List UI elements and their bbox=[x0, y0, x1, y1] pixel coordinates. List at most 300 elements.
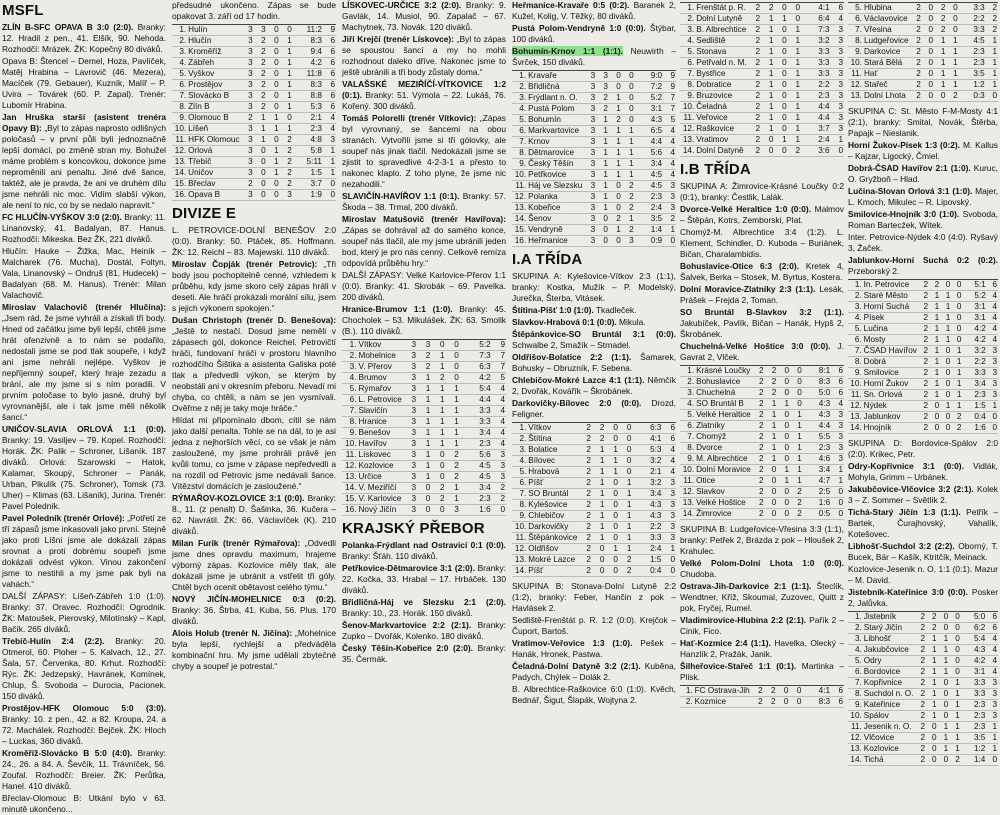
table-row bbox=[848, 733, 998, 744]
team-name-cell: Benešov bbox=[358, 428, 403, 439]
team-name-cell: Hlučín bbox=[187, 36, 240, 47]
stat-cell: 3 bbox=[583, 93, 596, 104]
team-name-cell: Krnov bbox=[527, 137, 583, 148]
team-name-cell: Stará Bělá bbox=[863, 58, 910, 69]
stat-cell: 2:3 bbox=[803, 443, 831, 454]
stat-cell: 0 bbox=[622, 93, 635, 104]
stat-cell: 3 bbox=[241, 168, 254, 179]
stat-cell: 0:4 bbox=[632, 566, 662, 577]
stat-cell: 0 bbox=[431, 461, 445, 472]
article-paragraph: Šenov-Markvartovice 2:2 (2:1). Branky: Zupko – Dvořák, Kolenko. 180 diváků. bbox=[342, 620, 506, 641]
stat-cell: 0 bbox=[431, 450, 445, 461]
stat-cell: 4. bbox=[848, 313, 863, 324]
stat-cell: 1 bbox=[254, 135, 267, 146]
stat-cell: 1 bbox=[788, 58, 801, 69]
stat-cell: 1 bbox=[926, 645, 938, 656]
stat-cell: 2 bbox=[914, 656, 926, 667]
stat-cell: 1 bbox=[946, 80, 958, 91]
stat-cell: 3 bbox=[254, 25, 267, 36]
stat-cell: 2 bbox=[914, 722, 926, 733]
stat-cell: 3 bbox=[987, 390, 998, 401]
stat-cell: 2:3 bbox=[959, 47, 986, 58]
stat-cell: 1 bbox=[926, 667, 938, 678]
team-name-cell: SO Bruntál B bbox=[695, 399, 752, 410]
stat-cell: 2 bbox=[918, 423, 929, 434]
stat-cell: 1 bbox=[446, 494, 460, 505]
team-name-cell: Háj ve Slezsku bbox=[528, 181, 583, 190]
stat-cell: 1 bbox=[790, 432, 803, 443]
stat-cell: 3 bbox=[323, 135, 336, 146]
stat-cell: 1 bbox=[267, 168, 280, 179]
stat-cell: 1 bbox=[940, 324, 951, 335]
stat-cell: 13. bbox=[680, 498, 695, 509]
stat-cell: 0 bbox=[609, 181, 622, 192]
stat-cell: 10. bbox=[848, 379, 863, 390]
stat-cell: 9. bbox=[680, 454, 695, 465]
team-name-cell: Mohelnice bbox=[358, 351, 403, 362]
stat-cell: 0 bbox=[777, 697, 790, 708]
stat-cell: 9. bbox=[172, 113, 187, 124]
col3-paragraphs bbox=[342, 0, 506, 337]
stat-cell: 4:2 bbox=[293, 58, 323, 69]
stat-cell: 0 bbox=[761, 135, 774, 146]
article-paragraph: Břidličná-Háj ve Slezsku 2:1 (2:0). Branky: 10., 23. Horák. 150 diváků. bbox=[342, 597, 506, 618]
team-name-cell: Rýmařov bbox=[358, 384, 403, 395]
stat-cell: 2 bbox=[592, 434, 606, 445]
article-paragraph: B. Albrechtice-Raškovice 6:0 (1:0). Kvěch, Bednář, Šigut, Šlapák, Wojtyna 2. bbox=[512, 684, 676, 705]
stat-cell: 1. bbox=[680, 3, 695, 14]
team-name-cell: L. Petrovice bbox=[358, 395, 402, 404]
stat-cell: 3 bbox=[241, 102, 254, 113]
table-row bbox=[512, 236, 676, 247]
stat-cell: 2 bbox=[752, 498, 765, 509]
stat-cell: 0 bbox=[619, 423, 633, 434]
stat-cell: 1 bbox=[446, 406, 460, 417]
stat-cell: 9. bbox=[512, 159, 527, 170]
team-name-cell: Nýdek bbox=[863, 401, 918, 412]
table-row bbox=[512, 478, 676, 489]
divize-e-standings-table bbox=[342, 339, 506, 516]
stat-cell: 3 bbox=[583, 148, 596, 159]
stat-cell: 8. bbox=[512, 148, 527, 159]
stat-cell: 2 bbox=[254, 102, 267, 113]
stat-cell: 0 bbox=[605, 555, 619, 566]
stat-cell: 4 bbox=[663, 126, 676, 137]
stat-cell: 2 bbox=[910, 80, 922, 91]
stat-cell: 2 bbox=[910, 58, 922, 69]
stat-cell: 5:6 bbox=[635, 148, 663, 159]
stat-cell: 3 bbox=[662, 533, 676, 544]
table-row bbox=[342, 340, 506, 351]
stat-cell: 0 bbox=[446, 340, 460, 351]
stat-cell: 3 bbox=[403, 384, 417, 395]
stat-cell: 11. bbox=[512, 533, 527, 544]
stat-cell: 2 bbox=[752, 465, 765, 476]
article-paragraph: Jakubčovice-Vlčovice 3:2 (2:1). Kolek 3 – Z. Sommer – Světlík 2. bbox=[848, 484, 998, 505]
stat-cell: 4:3 bbox=[632, 500, 662, 511]
table-row bbox=[848, 744, 998, 755]
stat-cell: 4 bbox=[492, 384, 506, 395]
team-name-cell: Dolní Lutyně bbox=[695, 14, 748, 25]
team-name-cell: Jakubčovice bbox=[863, 645, 915, 656]
article-paragraph: FC HLUČÍN-VYŠKOV 3:0 (2:0). Branky: 11. Linanovský, 41. Badalyan, 87. Hanus. Rozhodčí: Mikeska. Bez ŽK, 221 diváků. bbox=[2, 212, 166, 244]
stat-cell: 3 bbox=[596, 82, 609, 93]
article-paragraph: Vratimov-Veřovice 1:3 (1:0). Pešek – Hanák, Hronek, Pastwa. bbox=[512, 638, 677, 659]
stat-cell: 0 bbox=[946, 3, 958, 14]
stat-cell: 6. bbox=[512, 126, 527, 137]
stat-cell: 3 bbox=[403, 461, 417, 472]
stat-cell: 1 bbox=[592, 445, 606, 456]
stat-cell: 14. bbox=[680, 146, 695, 157]
table-row bbox=[680, 113, 844, 124]
stat-cell: 1 bbox=[949, 678, 961, 689]
team-name-cell: Lískovec bbox=[358, 450, 403, 461]
stat-cell: 6 bbox=[323, 47, 336, 58]
table-row bbox=[680, 25, 844, 36]
stat-cell: 4. bbox=[680, 399, 695, 410]
stat-cell: 2 bbox=[446, 461, 460, 472]
stat-cell: 0 bbox=[774, 102, 787, 113]
stat-cell: 12. bbox=[848, 80, 863, 91]
stat-cell: 0 bbox=[596, 236, 609, 247]
stat-cell: 0 bbox=[951, 291, 962, 302]
article-paragraph: Tomáš Polorelli (trenér Vítkovic): „Zápas byl vyrovnaný, se šancemi na obou stranách. Vytvořili jsme si tři gólovky, ale soupeř nás jinak tlačil. Nedokázali jsme se zjistit to spravedlivé 4-2-3-1 a přesto to nakonec klaplo. Z toho plyne, že jsme nic nezahodili.“ bbox=[342, 113, 506, 189]
team-name-cell: Hnojník bbox=[863, 423, 918, 434]
stat-cell: 2 bbox=[578, 423, 592, 434]
stat-cell: 4:2 bbox=[961, 656, 987, 667]
stat-cell: 1 bbox=[254, 124, 267, 135]
table-row bbox=[848, 634, 998, 645]
stat-cell: 3:3 bbox=[959, 3, 986, 14]
stat-cell: 0 bbox=[774, 80, 787, 91]
stat-cell: 1 bbox=[951, 368, 962, 379]
table-row bbox=[512, 192, 676, 203]
stat-cell: 1. bbox=[680, 366, 695, 377]
stat-cell: 3:4 bbox=[460, 428, 492, 439]
stat-cell: 0 bbox=[663, 236, 676, 247]
article-paragraph: RÝMAŘOV-KOZLOVICE 3:1 (0:0). Branky: 8., 11. (z penalt) D. Šašinka, 36. Kučera – 62. Navrátil. ŽK: 66. Václavíček (K). 210 diváků. bbox=[172, 493, 336, 536]
stat-cell: 0 bbox=[774, 124, 787, 135]
team-name-cell: Nový Jičín bbox=[358, 505, 403, 516]
stat-cell: 4:5 bbox=[635, 170, 663, 181]
stat-cell: 2 bbox=[280, 157, 293, 168]
table-row bbox=[172, 36, 336, 47]
stat-cell: 1 bbox=[951, 390, 962, 401]
stat-cell: 4:5 bbox=[959, 36, 986, 47]
article-paragraph: Libhošť-Suchdol 3:2 (2:2). Oborný, T. Bucek, Bär – Kašík, Ktritčík, Meinack. bbox=[848, 541, 998, 562]
stat-cell: 3 bbox=[403, 340, 417, 351]
stat-cell: 1 bbox=[765, 454, 778, 465]
table-row bbox=[848, 291, 998, 302]
stat-cell: 14. bbox=[848, 755, 863, 766]
stat-cell: 3:1 bbox=[962, 302, 986, 313]
stat-cell: 4:4 bbox=[801, 102, 831, 113]
table-row bbox=[848, 722, 998, 733]
stat-cell: 4. bbox=[512, 456, 527, 467]
stat-cell: 2. bbox=[512, 82, 527, 93]
stat-cell: 1. bbox=[342, 340, 358, 351]
article-paragraph: SKUPINA B: Ludgeřovice-Vřesina 3:3 (1:1), branky: Petřek 2, Brázda z pok – Hloušek 2, Krahulec. bbox=[680, 524, 844, 556]
team-name-cell: Sedliště bbox=[695, 36, 748, 47]
stat-cell: 2. bbox=[848, 623, 863, 634]
team-name-cell: Smilovice bbox=[863, 368, 918, 379]
table-row bbox=[848, 313, 998, 324]
stat-cell: 4 bbox=[492, 406, 506, 417]
stat-cell: 1 bbox=[946, 47, 958, 58]
stat-cell: 3 bbox=[583, 137, 596, 148]
team-name-cell: Slovácko B bbox=[187, 91, 240, 102]
stat-cell: 3 bbox=[831, 443, 844, 454]
stat-cell: 1 bbox=[417, 439, 431, 450]
stat-cell: 1 bbox=[790, 443, 803, 454]
table-row bbox=[512, 104, 676, 115]
stat-cell: 1 bbox=[986, 722, 998, 733]
stat-cell: 2 bbox=[578, 434, 592, 445]
team-name-cell: Krásné Loučky bbox=[696, 366, 751, 375]
stat-cell: 0 bbox=[446, 351, 460, 362]
stat-cell: 1 bbox=[934, 58, 946, 69]
stat-cell: 1 bbox=[592, 478, 606, 489]
stat-cell: 2. bbox=[680, 377, 695, 388]
table-row bbox=[848, 700, 998, 711]
stat-cell: 3 bbox=[241, 91, 254, 102]
table-row bbox=[342, 450, 506, 461]
team-name-cell: Chuchelná bbox=[695, 388, 752, 399]
stat-cell: 4:2 bbox=[460, 373, 492, 384]
stat-cell: 11. bbox=[512, 181, 527, 192]
table-row bbox=[680, 465, 844, 476]
team-name-cell: Hulín bbox=[187, 25, 240, 36]
table-row bbox=[172, 58, 336, 69]
ia-group-a-standings-table bbox=[512, 422, 676, 577]
stat-cell: 7. bbox=[342, 406, 358, 417]
col5-paragraphs bbox=[680, 181, 844, 363]
stat-cell: 2 bbox=[578, 566, 592, 577]
team-name-cell: Líšeň bbox=[187, 124, 240, 135]
stat-cell: 6 bbox=[831, 697, 844, 708]
stat-cell: 14. bbox=[848, 423, 863, 434]
stat-cell: 2 bbox=[751, 697, 764, 708]
stat-cell: 2:2 bbox=[632, 522, 662, 533]
stat-cell: 0 bbox=[831, 146, 844, 157]
stat-cell: 1 bbox=[765, 399, 778, 410]
stat-cell: 3 bbox=[986, 711, 998, 722]
stat-cell: 7. bbox=[512, 137, 527, 148]
stat-cell: 3 bbox=[583, 126, 596, 137]
stat-cell: 4:2 bbox=[962, 324, 986, 335]
table-row bbox=[512, 544, 676, 555]
stat-cell: 0 bbox=[431, 340, 445, 351]
stat-cell: 0 bbox=[777, 443, 790, 454]
team-name-cell: Markvartovice bbox=[527, 126, 583, 137]
team-name-cell: Hať bbox=[863, 69, 910, 80]
stat-cell: 2 bbox=[765, 388, 778, 399]
stat-cell: 0 bbox=[951, 335, 962, 346]
table-row bbox=[848, 80, 998, 91]
stat-cell: 14. bbox=[342, 483, 358, 494]
stat-cell: 2 bbox=[918, 357, 929, 368]
stat-cell: 3 bbox=[831, 410, 844, 421]
table-row bbox=[848, 69, 998, 80]
stat-cell: 12. bbox=[848, 401, 863, 412]
table-row bbox=[512, 137, 676, 148]
stat-cell: 3 bbox=[662, 478, 676, 489]
stat-cell: 1 bbox=[929, 390, 940, 401]
article-paragraph: Jan Hruška starší (asistent trenéra Opavy B): „Byl to zápas naprosto odlišných poločasů – v první půli byli jednoznačně lepší domácí, po změně stran my. Bohužel máme problém s koncovkou, dokonce jsme neproměnili ani penaltu. Jiné dvě šance, taktéž, ale je pravda, že ani ve druhém dílu jsme nehráli nic moc. Vidím slabší výkon, ale není to nic, co by se nedalo napravit.“ bbox=[2, 112, 166, 210]
stat-cell: 3 bbox=[831, 113, 844, 124]
stat-cell: 6 bbox=[323, 102, 336, 113]
team-name-cell: Sn. Orlová bbox=[863, 390, 918, 401]
stat-cell: 6 bbox=[323, 91, 336, 102]
stat-cell: 0 bbox=[790, 377, 803, 388]
stat-cell: 4 bbox=[831, 399, 844, 410]
team-name-cell: Kravaře bbox=[527, 71, 583, 82]
stat-cell: 3 bbox=[987, 346, 998, 357]
stat-cell: 1 bbox=[761, 80, 774, 91]
stat-cell: 3 bbox=[583, 203, 596, 214]
article-paragraph: Hranice-Brumov 1:1 (1:0). Branky: 45. Chocholek – 53. Mikulášek. ŽK: 63. Smolik (B.). 110 diváků. bbox=[342, 304, 506, 336]
stat-cell: 1:6 bbox=[460, 505, 492, 516]
stat-cell: 2:2 bbox=[801, 80, 831, 91]
stat-cell: 1 bbox=[788, 36, 801, 47]
stat-cell: 2:3 bbox=[293, 124, 323, 135]
stat-cell: 3 bbox=[583, 214, 596, 225]
stat-cell: 1 bbox=[609, 137, 622, 148]
stat-cell: 4 bbox=[986, 645, 998, 656]
stat-cell: 2 bbox=[910, 3, 922, 14]
stat-cell: 4:5 bbox=[460, 461, 492, 472]
stat-cell: 1. bbox=[848, 612, 863, 623]
stat-cell: 3 bbox=[831, 421, 844, 432]
stat-cell: 1 bbox=[929, 346, 940, 357]
team-name-cell: Vratimov bbox=[695, 135, 748, 146]
stat-cell: 1 bbox=[949, 733, 961, 744]
stat-cell: 0 bbox=[949, 623, 961, 634]
team-name-cell: Bolatice bbox=[527, 445, 578, 456]
stat-cell: 1 bbox=[622, 170, 635, 181]
team-name-cell: Darkovičky bbox=[527, 522, 578, 533]
stat-cell: 0 bbox=[765, 465, 778, 476]
stat-cell: 0 bbox=[431, 505, 445, 516]
stat-cell: 1 bbox=[934, 36, 946, 47]
stat-cell: 1 bbox=[446, 395, 460, 406]
stat-cell: 1 bbox=[777, 465, 790, 476]
stat-cell: 10. bbox=[680, 465, 695, 476]
stat-cell: 2 bbox=[752, 443, 765, 454]
stat-cell: 3 bbox=[831, 124, 844, 135]
article-paragraph: SKUPINA A: Žimrovice-Krásné Loučky 0:2 (0:1), branky: Čestlik, Lalák. bbox=[680, 181, 844, 202]
stat-cell: 3:3 bbox=[632, 533, 662, 544]
stat-cell: 8. bbox=[680, 443, 695, 454]
stat-cell: 0 bbox=[986, 755, 998, 766]
team-name-cell: Orlová bbox=[187, 146, 240, 157]
team-name-cell: Píšť bbox=[527, 566, 578, 577]
stat-cell: 0 bbox=[267, 25, 280, 36]
article-paragraph: Bohumín-Krnov 1:1 (1:1). Neuwirth – Švrček, 150 diváků. bbox=[512, 46, 676, 67]
stat-cell: 1. bbox=[172, 25, 187, 36]
stat-cell: 8. bbox=[848, 357, 863, 368]
stat-cell: 0 bbox=[609, 82, 622, 93]
stat-cell: 3 bbox=[986, 678, 998, 689]
stat-cell: 6 bbox=[831, 377, 844, 388]
stat-cell: 0 bbox=[987, 412, 998, 423]
team-name-cell: Dobratice bbox=[695, 80, 748, 91]
stat-cell: 2 bbox=[578, 456, 592, 467]
team-name-cell: V. Karlovice bbox=[358, 494, 402, 503]
team-name-cell: Libhošť bbox=[863, 634, 915, 645]
stat-cell: 3:6 bbox=[801, 146, 831, 157]
stat-cell: 5:3 bbox=[632, 445, 662, 456]
table-row bbox=[342, 472, 506, 483]
stat-cell: 3:3 bbox=[460, 417, 492, 428]
stat-cell: 3:4 bbox=[460, 483, 492, 494]
table-row bbox=[342, 351, 506, 362]
stat-cell: 1 bbox=[431, 417, 445, 428]
stat-cell: 1 bbox=[938, 645, 950, 656]
stat-cell: 4:8 bbox=[293, 135, 323, 146]
stat-cell: 1 bbox=[788, 25, 801, 36]
table-row bbox=[680, 58, 844, 69]
stat-cell: 2 bbox=[254, 58, 267, 69]
stat-cell: 2 bbox=[951, 412, 962, 423]
stat-cell: 1 bbox=[788, 47, 801, 58]
stat-cell: 2 bbox=[748, 91, 761, 102]
stat-cell: 3:2 bbox=[962, 346, 986, 357]
stat-cell: 1 bbox=[761, 36, 774, 47]
team-name-cell: Olomouc B bbox=[187, 113, 240, 124]
stat-cell: 1 bbox=[946, 36, 958, 47]
table-row bbox=[512, 82, 676, 93]
table-row bbox=[848, 91, 998, 102]
stat-cell: 4 bbox=[831, 14, 844, 25]
stat-cell: 4 bbox=[492, 395, 506, 406]
stat-cell: 6. bbox=[172, 80, 187, 91]
ib-group-b-standings-table bbox=[680, 685, 844, 708]
article-paragraph: Chlebičov-Mokré Lazce 4:1 (1:1). Němčík 2, Dvořák, Kovářík – Škrobánek. bbox=[512, 375, 676, 396]
article-paragraph: Heřmanice-Kravaře 0:5 (0:2). Baranek 2, Kužel, Kolig, V. Těžký, 80 diváků. bbox=[512, 0, 676, 21]
stat-cell: 0 bbox=[605, 478, 619, 489]
stat-cell: 5. bbox=[512, 467, 527, 478]
stat-cell: 2 bbox=[918, 335, 929, 346]
article-paragraph: Jablunkov-Horní Suchá 0:2 (0:2). Przeborský 2. bbox=[848, 255, 998, 276]
stat-cell: 7. bbox=[848, 346, 863, 357]
table-row bbox=[172, 179, 336, 190]
stat-cell: 0 bbox=[777, 421, 790, 432]
table-row bbox=[512, 456, 676, 467]
stat-cell: 0 bbox=[922, 14, 934, 25]
stat-cell: 4. bbox=[172, 58, 187, 69]
stat-cell: 2 bbox=[764, 686, 777, 697]
team-name-cell: Petřvald n. M. bbox=[696, 58, 747, 67]
stat-cell: 7. bbox=[680, 69, 695, 80]
table-row bbox=[680, 146, 844, 157]
team-name-cell: Vřesina bbox=[863, 25, 910, 36]
stat-cell: 3 bbox=[403, 373, 417, 384]
team-name-cell: Veřovice bbox=[695, 113, 748, 124]
stat-cell: 2 bbox=[431, 483, 445, 494]
table-row bbox=[848, 47, 998, 58]
stat-cell: 1 bbox=[592, 511, 606, 522]
stat-cell: 2 bbox=[914, 667, 926, 678]
stat-cell: 0 bbox=[949, 656, 961, 667]
stat-cell: 1 bbox=[765, 443, 778, 454]
stat-cell: 0 bbox=[949, 634, 961, 645]
stat-cell: 0 bbox=[622, 71, 635, 82]
table-row bbox=[848, 58, 998, 69]
table-row bbox=[680, 421, 844, 432]
stat-cell: 2 bbox=[752, 377, 765, 388]
stat-cell: 2 bbox=[748, 124, 761, 135]
